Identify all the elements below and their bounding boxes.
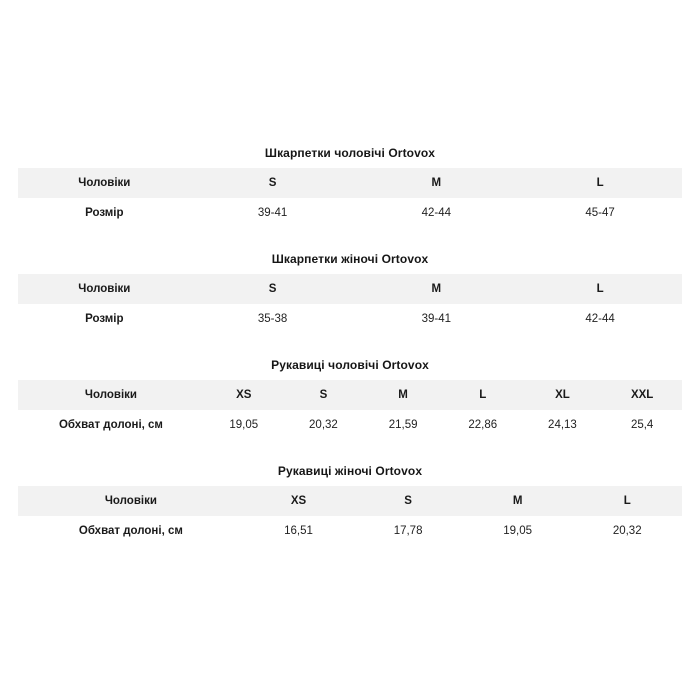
- table-cell: 19,05: [229, 419, 259, 431]
- table-row: [18, 516, 682, 546]
- table-header-cell: Чоловіки: [78, 177, 131, 189]
- size-table: [18, 380, 682, 440]
- table-header-row: [18, 168, 682, 198]
- table-cell: 21,59: [388, 419, 418, 431]
- table-header-cell: S: [268, 283, 277, 295]
- table-cell: 16,51: [284, 525, 313, 537]
- table-cell: 22,86: [468, 419, 498, 431]
- table-header-cell: L: [596, 283, 604, 295]
- table-header-cell: M: [431, 283, 442, 295]
- table-header-cell: L: [596, 177, 604, 189]
- table-cell: 20,32: [309, 419, 338, 431]
- size-table: [18, 274, 682, 334]
- table-cell: 39-41: [257, 207, 288, 219]
- size-table-block-gloves-men: [18, 352, 682, 440]
- table-title: Рукавиці жіночі Ortovox: [277, 464, 423, 478]
- table-header-cell: XS: [290, 495, 307, 507]
- table-header-cell: XS: [236, 389, 252, 401]
- table-cell: 42-44: [421, 207, 452, 219]
- table-header-row: [18, 380, 682, 410]
- table-cell: 35-38: [257, 313, 288, 325]
- table-header-cell: L: [623, 495, 631, 507]
- table-cell: 20,32: [612, 525, 642, 537]
- table-header-cell: S: [404, 495, 412, 507]
- row-label: Розмір: [85, 207, 124, 219]
- table-row: [18, 198, 682, 228]
- table-cell: 17,78: [393, 525, 423, 537]
- row-label: Обхват долоні, см: [58, 419, 163, 431]
- table-header-cell: XL: [555, 389, 570, 401]
- size-table: [18, 486, 682, 546]
- table-title: Шкарпетки чоловічі Ortovox: [264, 146, 436, 160]
- table-header-cell: XXL: [630, 389, 654, 401]
- table-header-cell: L: [479, 389, 487, 401]
- table-cell: 19,05: [503, 525, 533, 537]
- table-title: Рукавиці чоловічі Ortovox: [271, 358, 429, 372]
- table-cell: 45-47: [585, 207, 615, 219]
- row-label: Розмір: [85, 313, 124, 325]
- table-row: [18, 304, 682, 334]
- table-cell: 42-44: [585, 313, 615, 325]
- table-header-cell: S: [268, 177, 277, 189]
- table-header-row: [18, 274, 682, 304]
- table-header-cell: M: [398, 389, 408, 401]
- table-cell: 39-41: [421, 313, 452, 325]
- size-table-block-socks-women: [18, 246, 682, 334]
- table-header-cell: Чоловіки: [104, 495, 157, 507]
- table-cell: 25,4: [630, 419, 654, 431]
- size-table-block-gloves-women: [18, 458, 682, 546]
- row-label: Обхват долоні, см: [78, 525, 183, 537]
- table-title: Шкарпетки жіночі Ortovox: [271, 252, 429, 266]
- table-header-cell: S: [319, 389, 328, 401]
- table-header-row: [18, 486, 682, 516]
- table-header-cell: Чоловіки: [78, 283, 131, 295]
- table-header-cell: Чоловіки: [84, 389, 137, 401]
- table-header-cell: M: [431, 177, 442, 189]
- table-cell: 24,13: [548, 419, 577, 431]
- size-table-block-socks-men: [18, 140, 682, 228]
- table-header-cell: M: [512, 495, 523, 507]
- size-table: [18, 168, 682, 228]
- table-row: [18, 410, 682, 440]
